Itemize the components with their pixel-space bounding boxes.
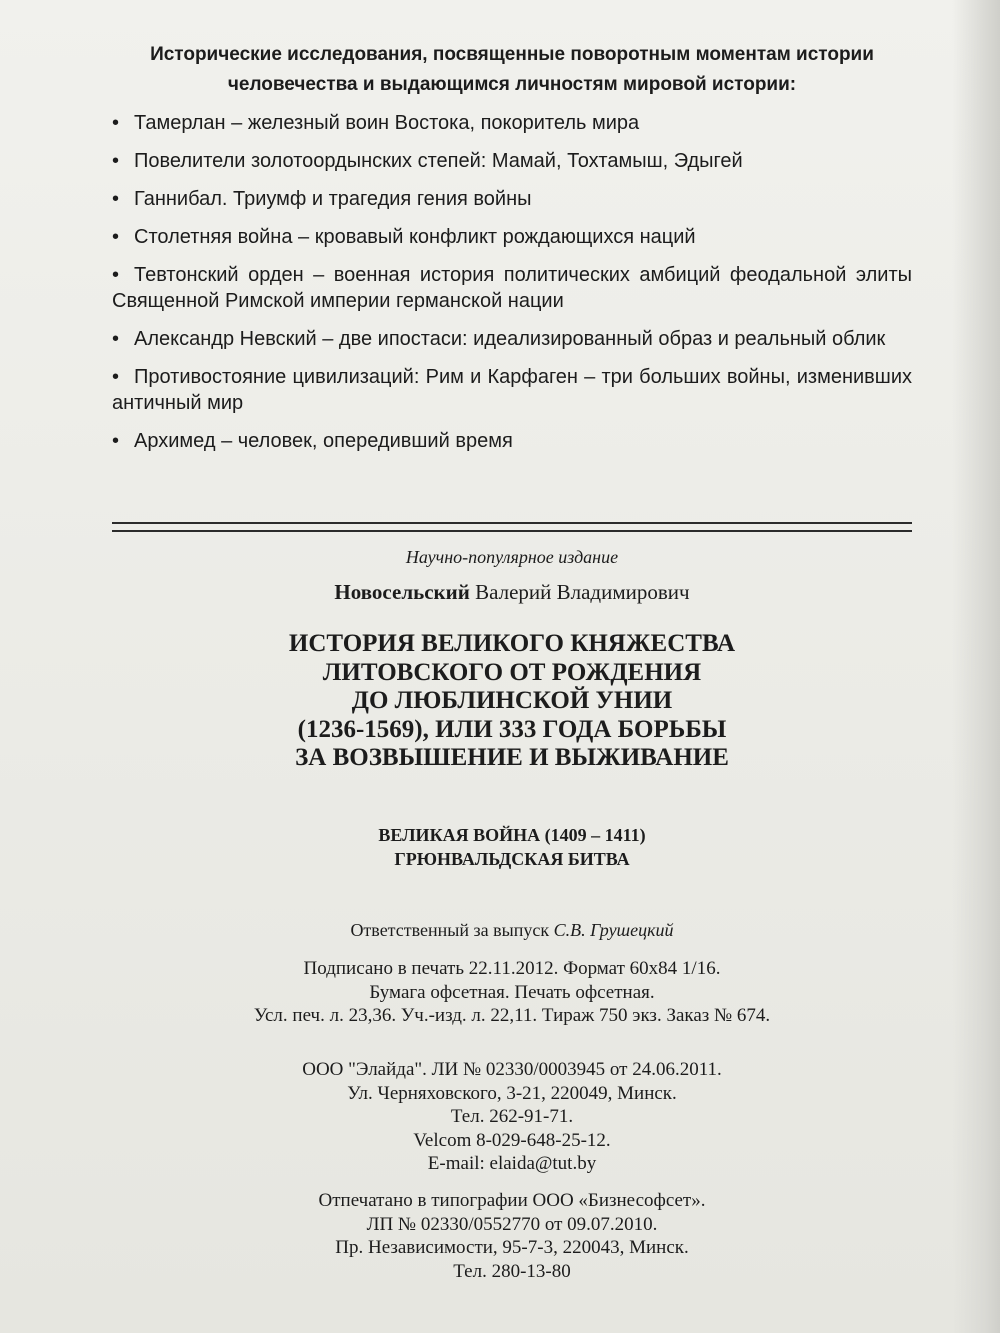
responsible-label: Ответственный за выпуск bbox=[350, 920, 550, 940]
series-item-text: Ганнибал. Триумф и трагедия гения войны bbox=[134, 188, 532, 210]
double-rule-divider bbox=[112, 522, 912, 532]
series-item bbox=[112, 110, 912, 136]
series-item-text: Александр Невский – две ипостаси: идеализированный образ и реальный облик bbox=[134, 328, 886, 350]
series-item bbox=[112, 428, 912, 454]
bullet-icon: • bbox=[112, 112, 120, 134]
series-item bbox=[112, 364, 912, 416]
book-title-line: ДО ЛЮБЛИНСКОЙ УНИИ bbox=[351, 687, 673, 714]
print-details bbox=[112, 957, 912, 1028]
book-title-line: ИСТОРИЯ ВЕЛИКОГО КНЯЖЕСТВА bbox=[288, 630, 736, 657]
bullet-icon: • bbox=[112, 264, 120, 286]
edition-type: Научно-популярное издание bbox=[405, 547, 619, 567]
publisher-email: E-mail: elaida@tut.by bbox=[427, 1153, 597, 1174]
author-surname: Новосельский bbox=[334, 580, 470, 604]
print-detail-line: Подписано в печать 22.11.2012. Формат 60x84 1/16. bbox=[303, 958, 721, 979]
bullet-icon: • bbox=[112, 150, 120, 172]
publisher-line: Velcom 8-029-648-25-12. bbox=[413, 1129, 611, 1151]
book-title-line: ЛИТОВСКОГО ОТ РОЖДЕНИЯ bbox=[322, 658, 702, 686]
series-item bbox=[112, 224, 912, 250]
publisher-line: Тел. 262-91-71. bbox=[450, 1106, 574, 1127]
series-item bbox=[112, 148, 912, 174]
subtitle-line: ВЕЛИКАЯ ВОЙНА (1409 – 1411) bbox=[378, 825, 646, 845]
bullet-icon: • bbox=[112, 328, 120, 350]
book-subtitle bbox=[112, 823, 912, 871]
series-list-section bbox=[112, 40, 912, 466]
bullet-icon: • bbox=[112, 226, 120, 248]
printer-line: Пр. Независимости, 95-7-3, 220043, Минск. bbox=[335, 1237, 689, 1258]
publisher-info bbox=[112, 1058, 912, 1176]
series-item bbox=[112, 326, 912, 352]
series-item bbox=[112, 262, 912, 314]
series-intro: Исторические исследования, посвященные поворотным моментам истории человечества и выдающимся личностям мировой истории: bbox=[150, 44, 874, 95]
series-item bbox=[112, 186, 912, 212]
responsible-person: С.В. Грушецкий bbox=[553, 920, 674, 940]
print-detail-line: Усл. печ. л. 23,36. Уч.-изд. л. 22,11. Тираж 750 экз. Заказ № 674. bbox=[253, 1005, 771, 1026]
responsible-editor bbox=[112, 918, 912, 942]
bullet-icon: • bbox=[112, 188, 120, 210]
series-item-text: Тевтонский орден – военная история политических амбиций феодальной элиты Священной Римской империи германской нации bbox=[112, 264, 912, 312]
series-item-text: Тамерлан – железный воин Востока, покоритель мира bbox=[134, 112, 640, 134]
book-title bbox=[112, 630, 912, 773]
printer-info bbox=[112, 1189, 912, 1283]
bullet-icon: • bbox=[112, 430, 120, 452]
series-item-text: Архимед – человек, опередивший время bbox=[134, 430, 513, 452]
printer-line: ЛП № 02330/0552770 от 09.07.2010. bbox=[366, 1213, 658, 1235]
book-title-line: ЗА ВОЗВЫШЕНИЕ И ВЫЖИВАНИЕ bbox=[295, 744, 729, 771]
print-detail-line: Бумага офсетная. Печать офсетная. bbox=[369, 981, 655, 1003]
printer-line: Отпечатано в типографии ООО «Бизнесофсет». bbox=[318, 1190, 706, 1211]
publisher-line: ООО "Элайда". ЛИ № 02330/0003945 от 24.06.2011. bbox=[302, 1059, 722, 1080]
page-edge-shadow bbox=[952, 0, 1000, 1333]
series-item-text: Противостояние цивилизаций: Рим и Карфаген – три больших войны, изменивших античный мир bbox=[112, 366, 912, 414]
series-item-text: Повелители золотоордынских степей: Мамай, Тохтамыш, Эдыгей bbox=[134, 150, 743, 172]
author-given-names: Валерий Владимирович bbox=[475, 580, 690, 604]
series-item-text: Столетняя война – кровавый конфликт рождающихся наций bbox=[134, 226, 696, 248]
author-name bbox=[112, 578, 912, 606]
subtitle-line: ГРЮНВАЛЬДСКАЯ БИТВА bbox=[394, 849, 630, 869]
bullet-icon: • bbox=[112, 366, 120, 388]
printer-line: Тел. 280-13-80 bbox=[453, 1260, 571, 1282]
book-title-line: (1236-1569), ИЛИ 333 ГОДА БОРЬБЫ bbox=[297, 715, 727, 743]
publisher-line: Ул. Черняховского, 3-21, 220049, Минск. bbox=[347, 1082, 677, 1104]
